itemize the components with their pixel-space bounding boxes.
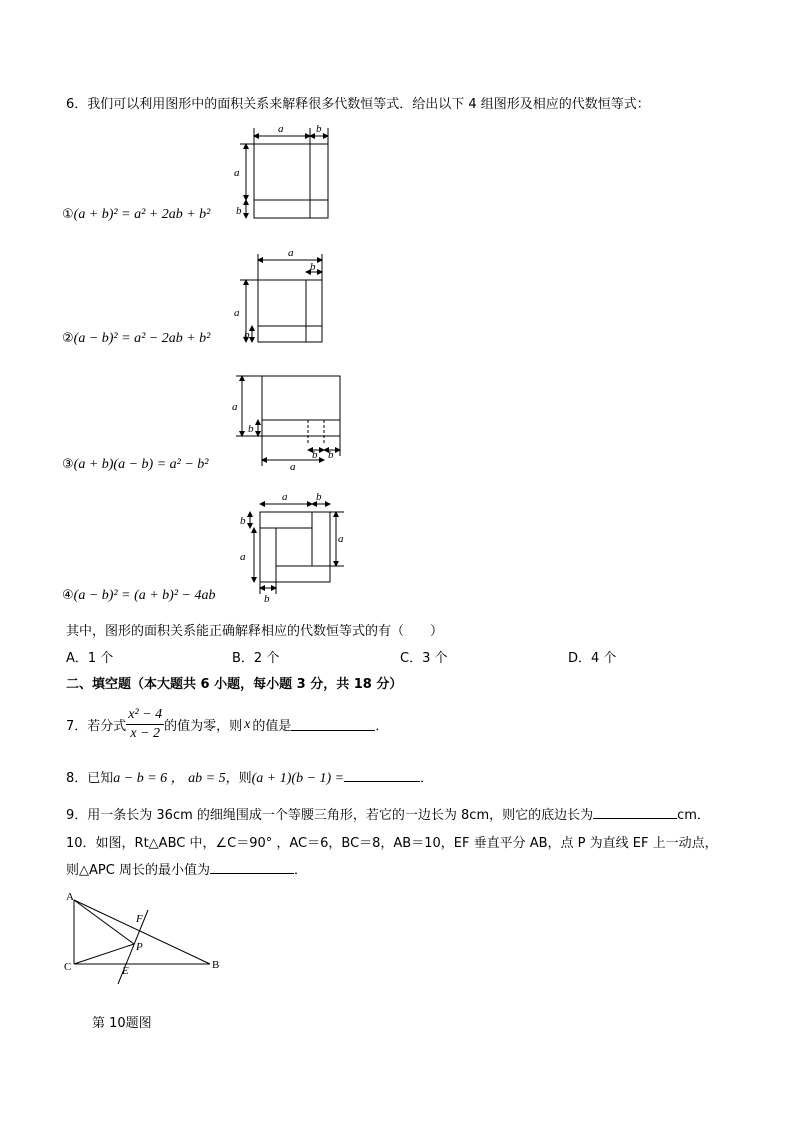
q8-given: a − b = 6 ， ab = 5 [113,771,226,786]
fig1-label-b-top: b [316,123,322,135]
option-b[interactable]: B．2 个 [232,651,280,666]
q10-answer-blank[interactable] [210,861,294,874]
fig4-label-a-top: a [282,491,288,503]
q7-fraction [126,706,164,743]
fig4-label-a-left: a [240,551,246,563]
fig4-label-b-left: b [240,515,246,527]
fig3-label-b-2: b [328,449,334,461]
fig2-label-a: a [288,247,294,259]
q7-suffix: 的值是 [252,719,292,734]
q10-line1: 10．如图，Rt△ABC 中，∠C＝90° ，AC＝6，BC＝8，AB＝10，EF 垂直平分 AB，点 P 为直线 EF 上一动点， [66,836,718,851]
option-a[interactable]: A．1 个 [66,651,114,666]
figure-3 [228,368,348,472]
q9 [66,804,710,823]
q8-mid: ，则 [225,771,252,786]
fig1-label-a: a [278,123,284,135]
q7-prefix: 7．若分式 [66,719,127,734]
q6-question: 其中，图形的面积关系能正确解释相应的代数恒等式的有（ ） [66,624,444,639]
fig4-label-b-bottom: b [264,593,270,605]
q10-figure [62,888,222,988]
q7-answer-blank[interactable] [291,718,375,731]
q10-line2-text: 则△APC 周长的最小值为 [66,863,210,878]
identity-2: ②(a − b)² = a² − 2ab + b² [62,331,211,346]
figure-4 [232,488,354,606]
q8-end: ． [420,771,434,786]
point-p: P [136,941,143,953]
q10-line2 [66,859,307,878]
fig4-label-b-top: b [316,491,322,503]
fig1-label-b-left: b [236,205,242,217]
point-f: F [136,913,143,925]
identity-1: ①(a + b)² = a² + 2ab + b² [62,207,211,222]
fig3-label-a-bottom: a [290,461,296,472]
q9-unit: cm． [677,808,710,823]
fig2-label-b-top: b [310,261,316,273]
q10-caption: 第 10题图 [92,1016,152,1031]
point-a: A [66,891,74,903]
q7-end: ． [375,719,389,734]
section-title: 二、填空题（本大题共 6 小题，每小题 3 分，共 18 分） [66,677,403,692]
q7 [66,706,388,743]
q9-answer-blank[interactable] [593,806,677,819]
q7-mid: 的值为零，则 [164,719,243,734]
q10-end: ． [293,863,307,878]
q6-stem: 6．我们可以利用图形中的面积关系来解释很多代数恒等式．给出以下 4 组图形及相应的代数恒等式： [66,97,650,112]
q9-text: 9．用一条长为 36cm 的细绳围成一个等腰三角形，若它的一边长为 8cm，则它的底边长为 [66,808,594,823]
q8-expr: (a + 1)(b − 1) = [251,771,345,786]
q7-var: x [244,716,251,732]
fig2-label-b-left: b [244,329,250,341]
q8 [66,767,433,787]
fig4-label-a-right: a [338,533,344,545]
point-b: B [212,959,220,971]
option-d[interactable]: D．4 个 [568,651,617,666]
q8-prefix: 8．已知 [66,771,114,786]
point-e: E [122,965,129,977]
identity-4: ④(a − b)² = (a + b)² − 4ab [62,588,216,603]
fig3-label-b-left: b [248,423,254,435]
q8-answer-blank[interactable] [344,769,420,782]
figure-2 [228,244,338,348]
fig2-label-a-left: a [234,307,240,319]
option-c[interactable]: C．3 个 [400,651,448,666]
fig3-label-a-left: a [232,401,238,413]
q7-denominator: x − 2 [130,726,161,741]
fig3-label-b-1: b [312,449,318,461]
figure-1 [232,118,342,228]
identity-3: ③(a + b)(a − b) = a² − b² [62,457,209,472]
fig1-label-a-left: a [234,167,240,179]
q7-numerator: x² − 4 [126,706,164,725]
point-c: C [64,961,72,973]
